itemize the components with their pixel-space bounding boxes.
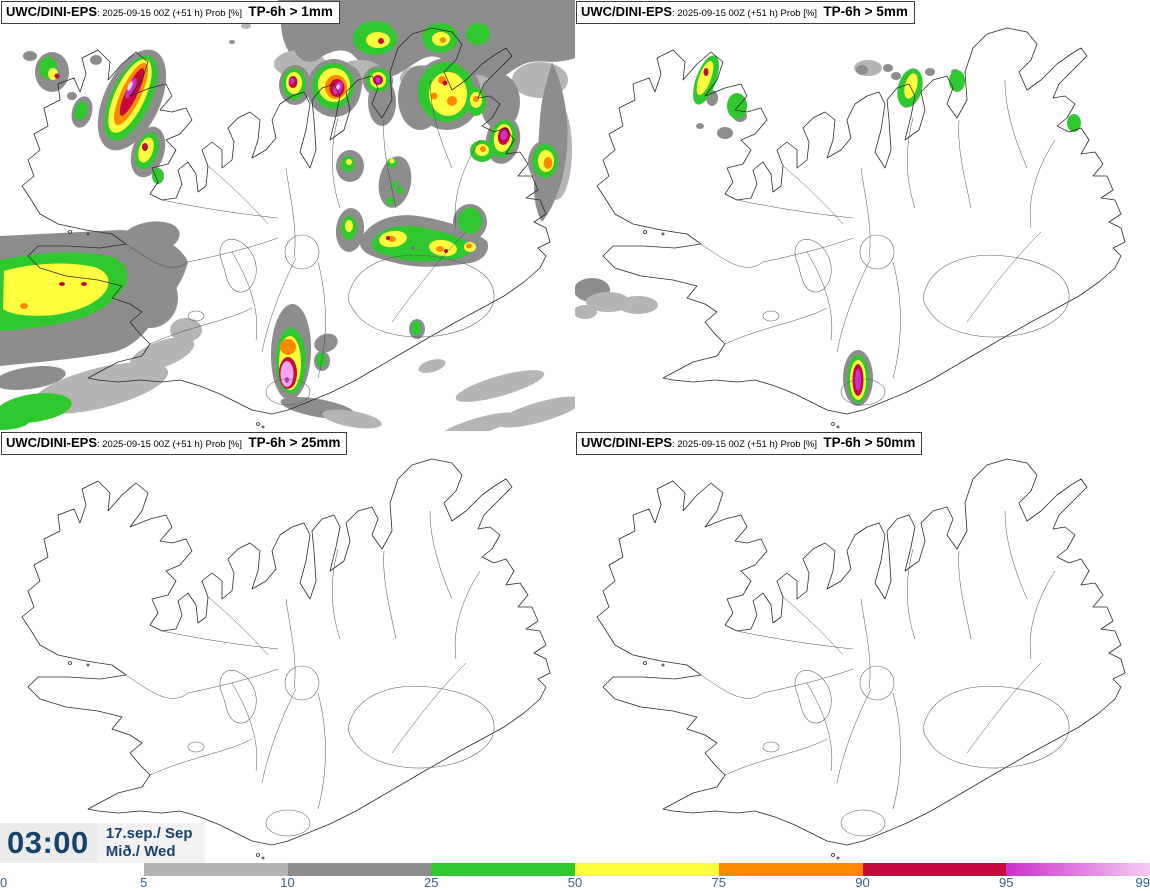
panel-header — [576, 1, 915, 24]
colorbar-ticks — [0, 875, 1150, 891]
map-tp6h-50mm — [575, 431, 1150, 862]
run-info: : 2025-09-15 00Z (+51 h) Prob [%] — [672, 8, 817, 19]
threshold-label: TP-6h > 50mm — [823, 435, 916, 450]
threshold-label: TP-6h > 5mm — [823, 4, 908, 19]
colorbar-tick: 25 — [424, 875, 439, 890]
run-info: : 2025-09-15 00Z (+51 h) Prob [%] — [97, 8, 242, 19]
colorbar-tick: 10 — [280, 875, 295, 890]
panel-header — [1, 432, 347, 455]
colorbar-tick: 90 — [855, 875, 870, 890]
model-name: UWC/DINI-EPS — [6, 435, 97, 450]
map-tp6h-1mm — [0, 0, 575, 431]
time-cell — [0, 823, 98, 863]
threshold-label: TP-6h > 1mm — [248, 4, 333, 19]
run-info: : 2025-09-15 00Z (+51 h) Prob [%] — [97, 439, 242, 450]
panel-tp6h-5mm — [575, 0, 1150, 431]
map-tp6h-5mm — [575, 0, 1150, 431]
valid-weekday: Mið./ Wed — [105, 843, 176, 860]
valid-time: 03:00 — [7, 824, 89, 860]
panel-header — [576, 432, 922, 455]
panel-header — [1, 1, 340, 24]
panel-tp6h-1mm — [0, 0, 575, 431]
valid-date: 17.sep./ Sep — [105, 825, 193, 842]
colorbar-tick: 5 — [140, 875, 148, 890]
model-name: UWC/DINI-EPS — [581, 435, 672, 450]
colorbar-tick: 95 — [999, 875, 1014, 890]
colorbar-tick: 75 — [711, 875, 726, 890]
colorbar-tick: 99 — [1135, 875, 1150, 890]
run-info: : 2025-09-15 00Z (+51 h) Prob [%] — [672, 439, 817, 450]
threshold-label: TP-6h > 25mm — [248, 435, 341, 450]
colorbar-tick: 50 — [567, 875, 583, 890]
valid-time-box — [0, 823, 205, 863]
model-name: UWC/DINI-EPS — [6, 4, 97, 19]
date-cell — [98, 823, 205, 863]
colorbar-tick: 0 — [0, 875, 8, 890]
map-tp6h-25mm — [0, 431, 575, 862]
panel-tp6h-50mm — [575, 431, 1150, 862]
model-name: UWC/DINI-EPS — [581, 4, 672, 19]
panel-tp6h-25mm — [0, 431, 575, 862]
